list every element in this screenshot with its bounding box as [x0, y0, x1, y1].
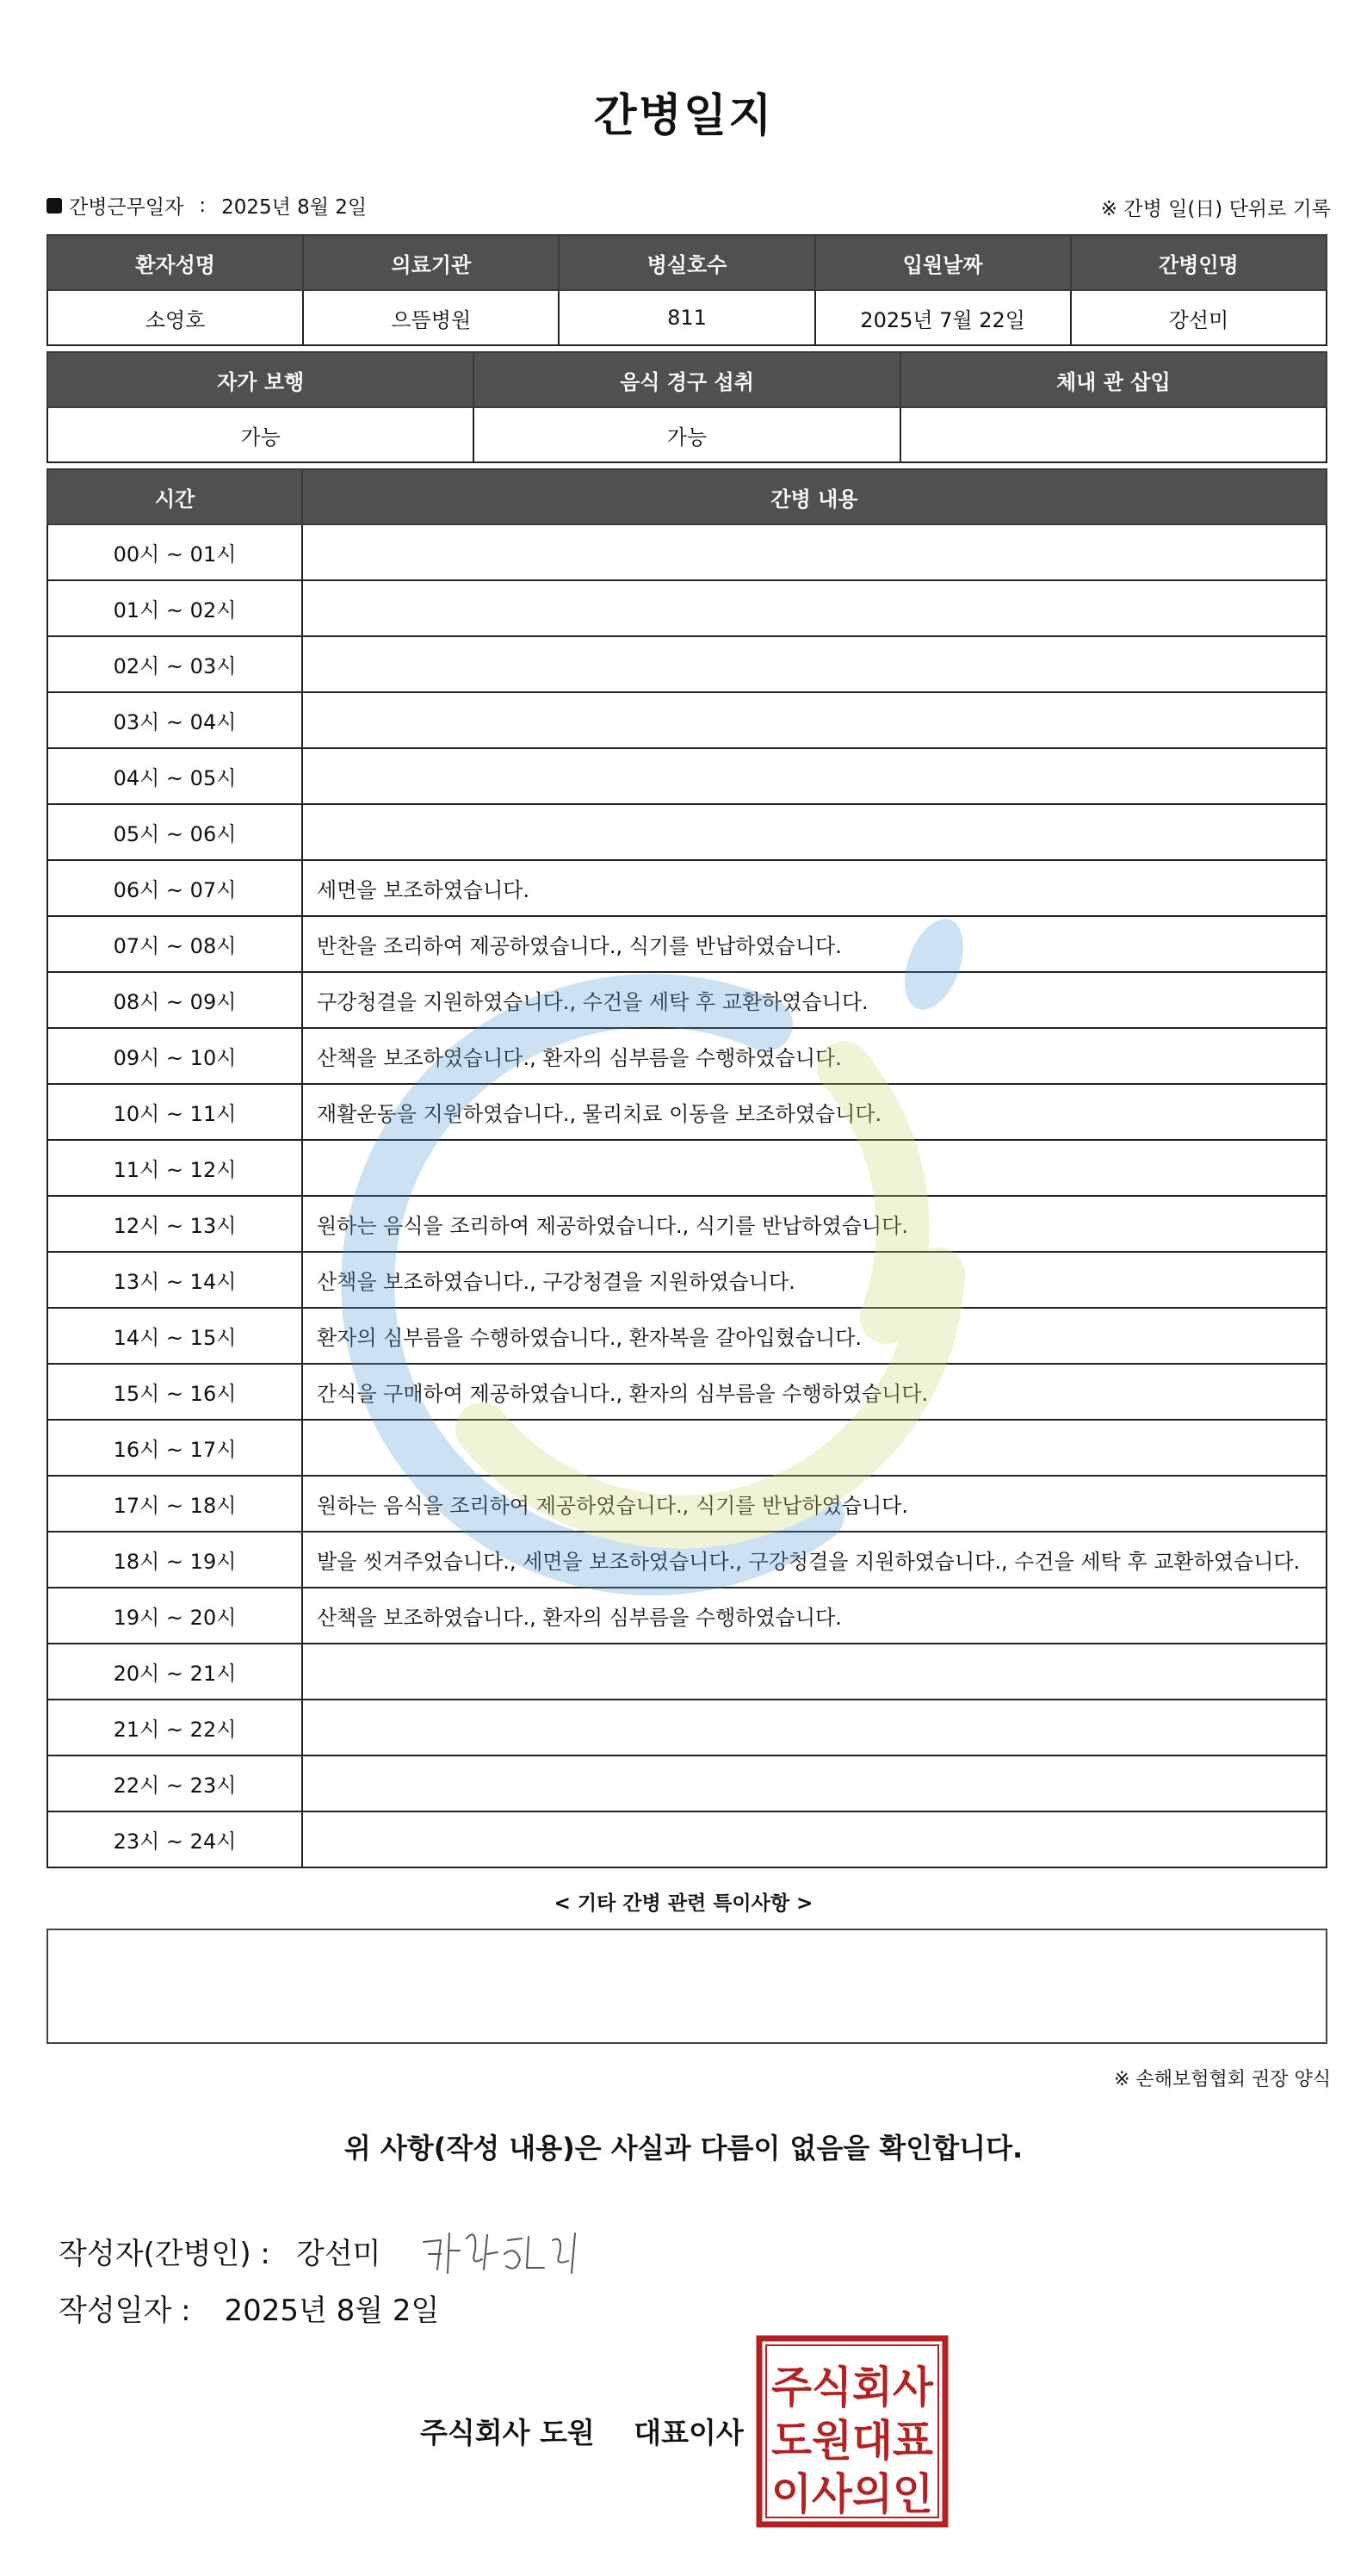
company-ceo-title: 대표이사 [634, 2416, 744, 2449]
log-content-cell [302, 580, 1327, 636]
log-content-cell [302, 804, 1327, 860]
log-time-cell: 03시 ~ 04시 [47, 692, 302, 748]
log-row [47, 1252, 1327, 1308]
log-header-time: 시간 [47, 469, 302, 524]
log-time-cell: 05시 ~ 06시 [47, 804, 302, 860]
log-content-cell [302, 1140, 1327, 1196]
log-time-cell: 21시 ~ 22시 [47, 1700, 302, 1756]
log-time-cell: 11시 ~ 12시 [47, 1140, 302, 1196]
log-row [47, 1644, 1327, 1700]
log-time-cell: 19시 ~ 20시 [47, 1588, 302, 1644]
log-content-cell [302, 1700, 1327, 1756]
info-header: 간병인명 [1071, 235, 1327, 290]
log-content-cell: 환자의 심부름을 수행하였습니다., 환자복을 갈아입혔습니다. [302, 1308, 1327, 1364]
log-row [47, 860, 1327, 916]
patient-name: 소영호 [47, 290, 303, 345]
ability-header: 자가 보행 [47, 352, 473, 407]
work-date-label: 간병근무일자 [69, 196, 184, 219]
log-row [47, 1588, 1327, 1644]
record-unit-note: ※ 간병 일(日) 단위로 기록 [1100, 198, 1331, 220]
written-date-label: 작성일자 : [59, 2294, 191, 2328]
log-time-cell: 02시 ~ 03시 [47, 636, 302, 692]
log-content-cell [302, 692, 1327, 748]
log-time-cell: 12시 ~ 13시 [47, 1196, 302, 1252]
log-time-cell: 08시 ~ 09시 [47, 972, 302, 1028]
log-row [47, 1532, 1327, 1588]
log-row [47, 1084, 1327, 1140]
info-header: 입원날짜 [815, 235, 1071, 290]
caregiver-name: 강선미 [1071, 290, 1327, 345]
log-time-cell: 14시 ~ 15시 [47, 1308, 302, 1364]
bullet-square-icon [46, 198, 62, 214]
patient-ability-table [46, 351, 1327, 463]
log-row [47, 524, 1327, 580]
document-title: 간병일지 [593, 90, 774, 142]
log-row [47, 804, 1327, 860]
ability-header: 음식 경구 섭취 [473, 352, 900, 407]
log-time-cell: 06시 ~ 07시 [47, 860, 302, 916]
log-time-cell: 16시 ~ 17시 [47, 1420, 302, 1476]
log-time-cell: 13시 ~ 14시 [47, 1252, 302, 1308]
log-content-cell [302, 748, 1327, 804]
company-name: 주식회사 도원 [420, 2416, 595, 2449]
log-row [47, 636, 1327, 692]
log-row [47, 1811, 1327, 1867]
log-content-cell: 산책을 보조하였습니다., 환자의 심부름을 수행하였습니다. [302, 1588, 1327, 1644]
log-content-cell: 산책을 보조하였습니다., 환자의 심부름을 수행하였습니다. [302, 1028, 1327, 1084]
log-time-cell: 17시 ~ 18시 [47, 1476, 302, 1532]
tube-insertion-value [900, 407, 1327, 462]
log-content-cell: 세면을 보조하였습니다. [302, 860, 1327, 916]
company-signoff [420, 2411, 744, 2451]
log-row [47, 972, 1327, 1028]
log-time-cell: 15시 ~ 16시 [47, 1364, 302, 1420]
log-row [47, 1420, 1327, 1476]
log-content-cell [302, 1644, 1327, 1700]
seal-text-line: 주식회사 [771, 2362, 934, 2412]
self-walking-value: 가능 [47, 407, 473, 462]
log-time-cell: 07시 ~ 08시 [47, 916, 302, 972]
seal-text-line: 이사의인 [771, 2469, 933, 2519]
log-time-cell: 22시 ~ 23시 [47, 1756, 302, 1811]
hospital-name: 으뜸병원 [303, 290, 559, 345]
log-time-cell: 09시 ~ 10시 [47, 1028, 302, 1084]
log-row [47, 1028, 1327, 1084]
patient-info-table [46, 234, 1327, 346]
log-row [47, 692, 1327, 748]
log-time-cell: 20시 ~ 21시 [47, 1644, 302, 1700]
work-date-separator: : [199, 194, 207, 217]
info-header: 의료기관 [303, 235, 559, 290]
log-content-cell [302, 1756, 1327, 1811]
log-content-cell [302, 1420, 1327, 1476]
log-content-cell: 반찬을 조리하여 제공하였습니다., 식기를 반납하였습니다. [302, 916, 1327, 972]
log-row [47, 916, 1327, 972]
handwritten-signature [415, 2216, 587, 2285]
log-content-cell [302, 1811, 1327, 1867]
log-content-cell: 원하는 음식을 조리하여 제공하였습니다., 식기를 반납하였습니다. [302, 1196, 1327, 1252]
log-row [47, 1700, 1327, 1756]
log-content-cell [302, 636, 1327, 692]
other-notes-label: < 기타 간병 관련 특이사항 > [554, 1892, 813, 1915]
written-date-line [59, 2287, 439, 2329]
oral-intake-value: 가능 [473, 407, 900, 462]
log-time-cell: 18시 ~ 19시 [47, 1532, 302, 1588]
info-header: 병실호수 [559, 235, 814, 290]
log-row [47, 1756, 1327, 1811]
log-row [47, 1364, 1327, 1420]
care-log-table [46, 468, 1327, 1868]
log-header-content: 간병 내용 [302, 469, 1327, 524]
log-row [47, 748, 1327, 804]
writer-name: 강선미 [295, 2236, 381, 2271]
log-time-cell: 01시 ~ 02시 [47, 580, 302, 636]
log-time-cell: 10시 ~ 11시 [47, 1084, 302, 1140]
other-notes-box [46, 1929, 1327, 2044]
log-content-cell [302, 524, 1327, 580]
log-time-cell: 23시 ~ 24시 [47, 1811, 302, 1867]
log-content-cell: 발을 씻겨주었습니다., 세면을 보조하였습니다., 구강청결을 지원하였습니다., 수건을 세탁 후 교환하였습니다. [302, 1532, 1327, 1588]
company-seal-stamp [756, 2335, 949, 2528]
log-content-cell: 산책을 보조하였습니다., 구강청결을 지원하였습니다. [302, 1252, 1327, 1308]
writer-label: 작성자(간병인) : [59, 2236, 270, 2271]
confirmation-statement: 위 사항(작성 내용)은 사실과 다름이 없음을 확인합니다. [343, 2132, 1024, 2164]
log-row [47, 1308, 1327, 1364]
log-content-cell: 재활운동을 지원하였습니다., 물리치료 이동을 보조하였습니다. [302, 1084, 1327, 1140]
writer-line [59, 2216, 587, 2285]
work-date-line [46, 191, 367, 220]
admission-date: 2025년 7월 22일 [815, 290, 1071, 345]
form-source-note: ※ 손해보험협회 권장 양식 [1114, 2069, 1331, 2090]
ability-header: 체내 관 삽입 [900, 352, 1327, 407]
log-time-cell: 00시 ~ 01시 [47, 524, 302, 580]
log-row [47, 1476, 1327, 1532]
seal-text-line: 도원대표 [771, 2416, 934, 2466]
log-row [47, 1196, 1327, 1252]
log-content-cell: 구강청결을 지원하였습니다., 수건을 세탁 후 교환하였습니다. [302, 972, 1327, 1028]
log-row [47, 580, 1327, 636]
info-header: 환자성명 [47, 235, 303, 290]
work-date-value: 2025년 8월 2일 [221, 196, 368, 219]
room-number: 811 [559, 290, 814, 345]
log-time-cell: 04시 ~ 05시 [47, 748, 302, 804]
log-content-cell: 간식을 구매하여 제공하였습니다., 환자의 심부름을 수행하였습니다. [302, 1364, 1327, 1420]
log-row [47, 1140, 1327, 1196]
log-content-cell: 원하는 음식을 조리하여 제공하였습니다., 식기를 반납하였습니다. [302, 1476, 1327, 1532]
written-date-value: 2025년 8월 2일 [224, 2294, 440, 2328]
